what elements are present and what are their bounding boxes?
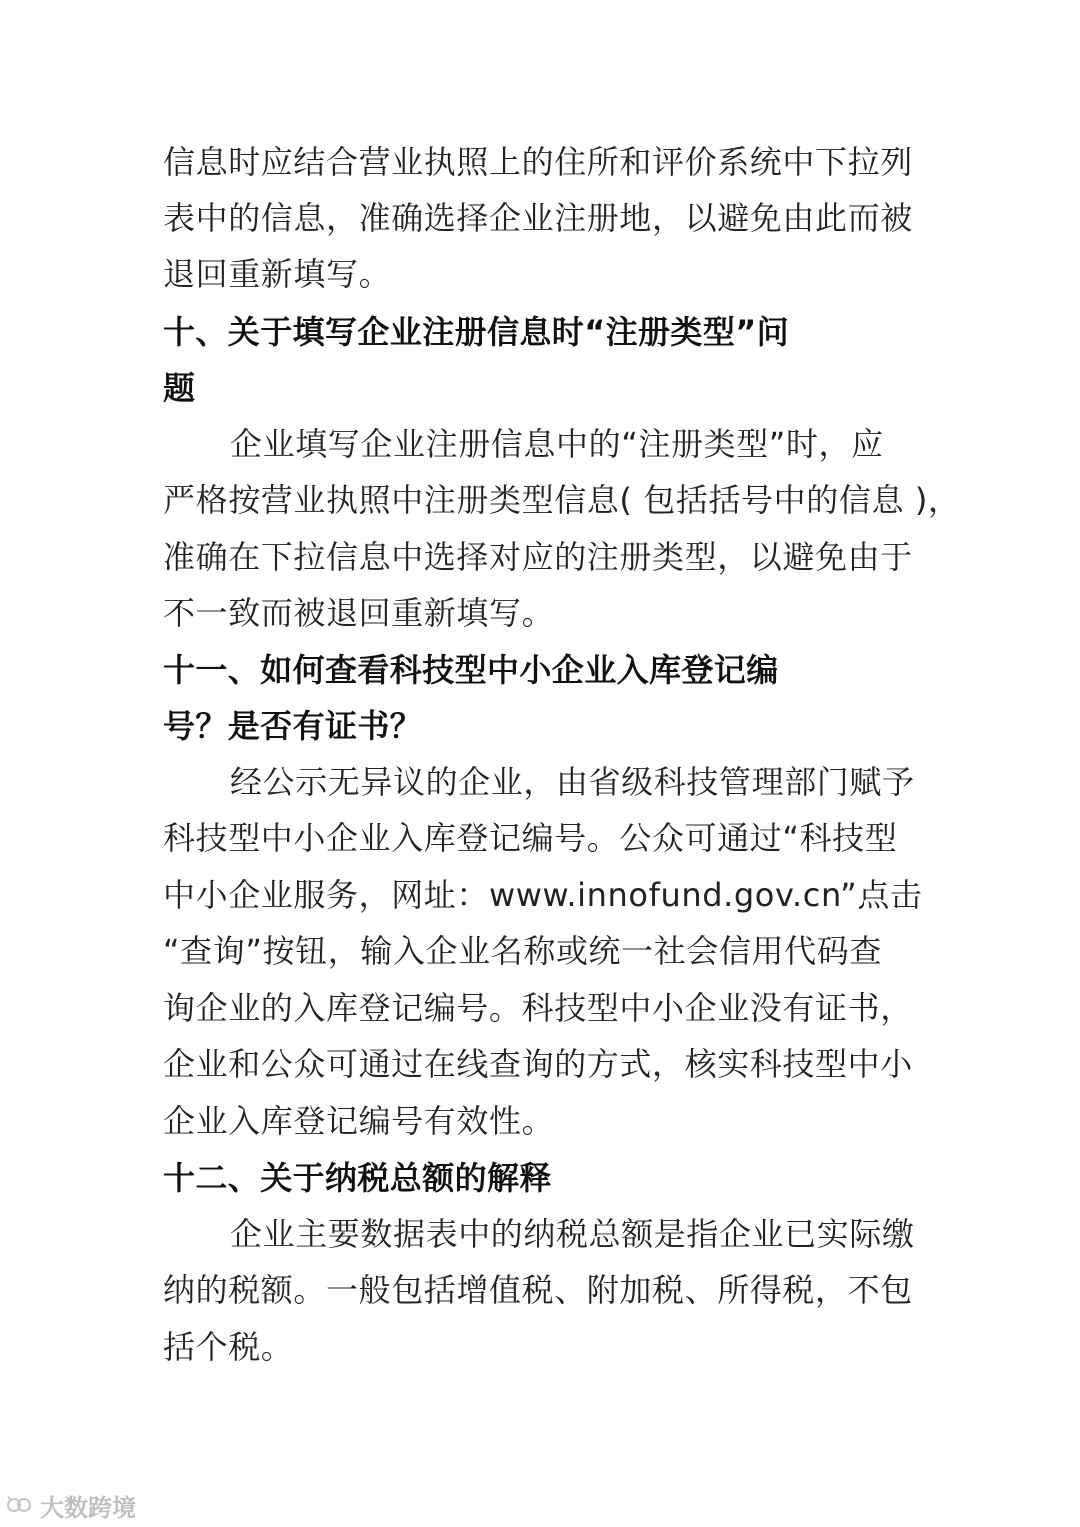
paragraph-line: 企业入库登记编号有效性。 [163, 1102, 555, 1140]
section-heading-11-cont: 号？是否有证书？ [163, 707, 423, 745]
watermark [6, 1490, 136, 1520]
brand-logo-icon [6, 1493, 36, 1517]
paragraph-line: 企业和公众可通过在线查询的方式，核实科技型中小 [163, 1045, 913, 1083]
paragraph-line: 表中的信息，准确选择企业注册地，以避免由此而被 [163, 199, 913, 237]
paragraph-line: 不一致而被退回重新填写。 [163, 594, 555, 632]
paragraph-line: 询企业的入库登记编号。科技型中小企业没有证书， [163, 989, 913, 1027]
paragraph-line: 中小企业服务，网址：www.innofund.gov.cn”点击 [163, 876, 923, 914]
paragraph-line: 退回重新填写。 [163, 255, 392, 293]
paragraph-line: 括个税。 [163, 1328, 294, 1366]
paragraph-line: 纳的税额。一般包括增值税、附加税、所得税，不包 [163, 1271, 913, 1309]
paragraph-line: 经公示无异议的企业，由省级科技管理部门赋予 [230, 763, 915, 801]
paragraph-line: 企业主要数据表中的纳税总额是指企业已实际缴 [230, 1215, 915, 1253]
paragraph-line: 准确在下拉信息中选择对应的注册类型，以避免由于 [163, 538, 913, 576]
section-heading-12: 十二、关于纳税总额的解释 [163, 1159, 552, 1197]
watermark-text: 大数跨境 [40, 1493, 136, 1522]
section-heading-11: 十一、如何查看科技型中小企业入库登记编 [163, 651, 779, 689]
paragraph-line: 科技型中小企业入库登记编号。公众可通过“科技型 [163, 819, 898, 857]
paragraph-line: 严格按营业执照中注册类型信息( 包括括号中的信息 )， [163, 481, 961, 519]
paragraph-line: 信息时应结合营业执照上的住所和评价系统中下拉列 [163, 143, 913, 181]
paragraph-line: 企业填写企业注册信息中的“注册类型”时，应 [230, 425, 884, 463]
section-heading-10-cont: 题 [163, 369, 196, 407]
section-heading-10: 十、关于填写企业注册信息时“注册类型”问 [163, 313, 790, 351]
paragraph-line: “查询”按钮，输入企业名称或统一社会信用代码查 [163, 932, 882, 970]
